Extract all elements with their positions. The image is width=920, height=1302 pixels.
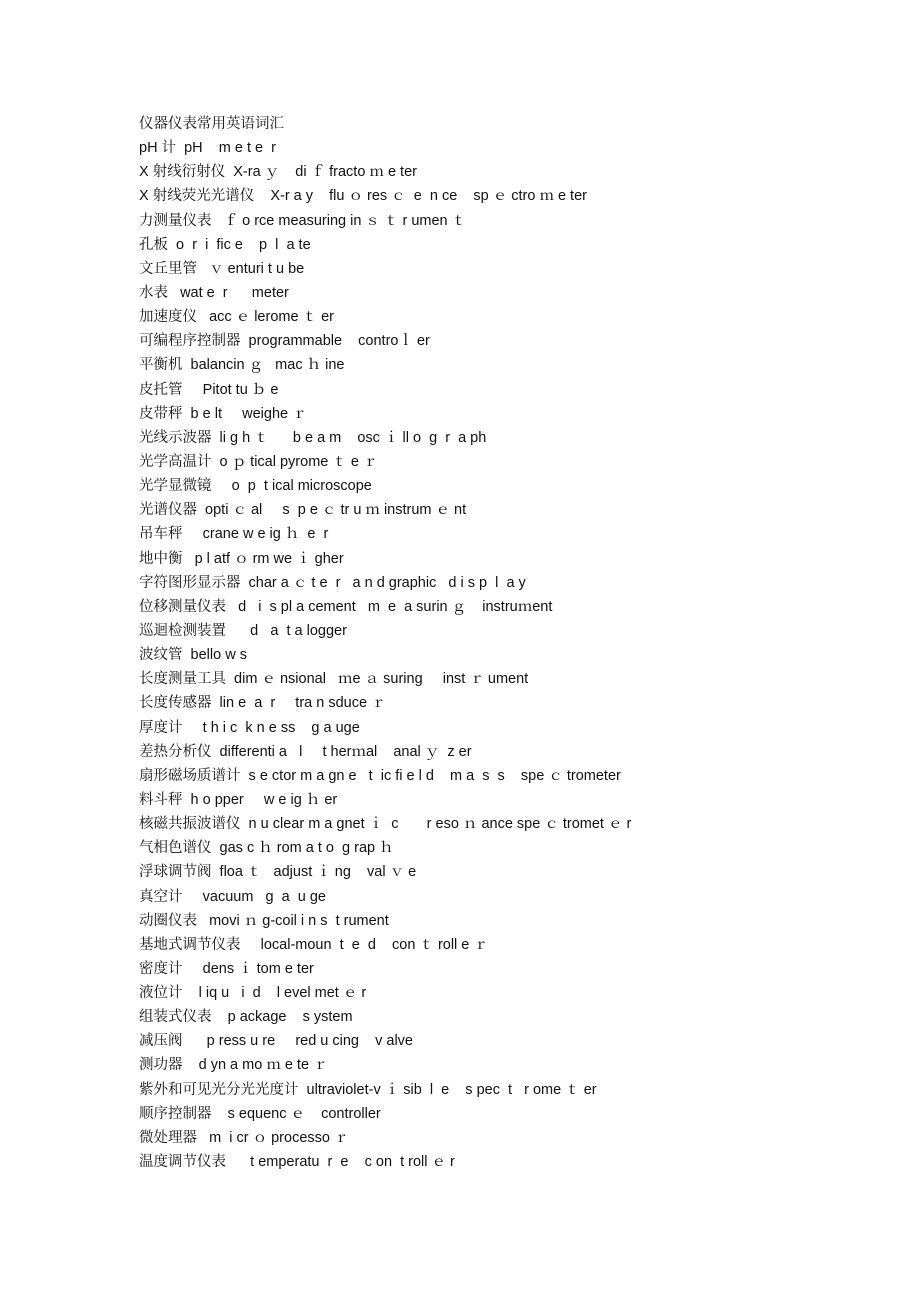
- vocab-line: 位移测量仪表 d i s pl a cement m e a surin ｇ instruｍent: [139, 598, 553, 615]
- vocab-line: 字符图形显示器 char a ｃ t e r a n d graphic d i s p l a y: [139, 574, 526, 591]
- vocab-line: 浮球调节阀 floa ｔ adjust ｉ ng val ｖ e: [139, 864, 417, 881]
- vocab-line: 加速度仪 acc ｅ lerome ｔ er: [139, 309, 334, 326]
- vocab-line: 巡迴检测装置 d a t a logger: [139, 622, 347, 639]
- vocab-line: X 射线荧光光谱仪 X-r a y flu ｏ res ｃ e n ce sp ｅ ctro ｍ e ter: [139, 188, 587, 205]
- vocab-line: 温度调节仪表 t emperatu r e c on t roll ｅ r: [139, 1154, 455, 1171]
- vocab-line: 真空计 vacuum g a u ge: [139, 888, 326, 905]
- vocab-line: 吊车秤 crane w e ig ｈ e r: [139, 526, 329, 543]
- document-title: 仪器仪表常用英语词汇: [139, 116, 284, 132]
- vocab-line: 组装式仪表 p ackage s ystem: [139, 1009, 353, 1026]
- vocab-line: 密度计 dens ｉ tom e ter: [139, 960, 314, 977]
- vocab-line: 可编程序控制器 programmable controｌ er: [139, 333, 430, 350]
- vocab-line: 孔板 o r i fic e p l a te: [139, 236, 311, 253]
- vocab-line: 顺序控制器 s equenc ｅ controller: [139, 1105, 381, 1122]
- vocab-line: 气相色谱仪 gas c ｈ rom a t o g rap ｈ: [139, 840, 394, 857]
- vocab-line: 差热分析仪 differenti a l t herｍal anal ｙ z er: [139, 743, 472, 760]
- vocab-line: 扇形磁场质谱计 s e ctor m a gn e t ic fi e l d m a s s spe ｃ trometer: [139, 767, 621, 784]
- vocab-line: 力测量仪表 ｆ o rce measuring in ｓ ｔ r umen ｔ: [139, 212, 467, 229]
- vocab-line: 光线示波器 li g h ｔ b e a m osc ｉ ll o g r a ph: [139, 429, 487, 446]
- vocab-line: pH 计 pH m e t e r: [139, 140, 276, 157]
- vocab-line: 皮带秤 b e lt weighe ｒ: [139, 405, 307, 422]
- vocab-line: 基地式调节仪表 local-moun t e d con ｔ roll e ｒ: [139, 936, 488, 953]
- vocab-line: 光谱仪器 opti ｃ al s p e ｃ tr u ｍ instrum ｅ nt: [139, 502, 467, 519]
- vocab-line: X 射线衍射仪 X-ra ｙ di ｆ fracto ｍ e ter: [139, 164, 417, 181]
- vocab-line: 微处理器 m i cr ｏ processo ｒ: [139, 1129, 349, 1146]
- vocab-line: 料斗秤 h o pper w e ig ｈ er: [139, 791, 338, 808]
- vocab-line: 地中衡 p l atf ｏ rm we ｉ gher: [139, 550, 344, 567]
- vocab-line: 水表 wat e r meter: [139, 284, 289, 301]
- vocab-line: 光学高温计 o ｐ tical pyrome ｔ e ｒ: [139, 453, 378, 470]
- vocab-line: 核磁共振波谱仪 n u clear m a gnet ｉ c r eso ｎ ance spe ｃ tromet ｅ r: [139, 816, 632, 833]
- vocab-line: 紫外和可见光分光光度计 ultraviolet-v ｉ sib l e s pec t r ome ｔ er: [139, 1081, 597, 1098]
- vocab-line: 厚度计 t h i c k n e ss g a uge: [139, 719, 360, 736]
- vocab-line: 文丘里管 ｖ enturi t u be: [139, 260, 305, 277]
- vocab-line: 动圈仪表 movi ｎ g-coil i n s t rument: [139, 912, 389, 929]
- vocab-line: 光学显微镜 o p t ical microscope: [139, 478, 372, 495]
- vocab-line: 皮托管 Pitot tu ｂ e: [139, 381, 279, 398]
- vocab-line: 平衡机 balancin ｇ mac ｈ ine: [139, 357, 345, 374]
- vocab-line: 长度测量工具 dim ｅ nsional ｍe ａ suring inst ｒ ument: [139, 671, 529, 688]
- vocabulary-list: [139, 112, 879, 1174]
- vocab-line: 测功器 d yn a mo ｍ e te ｒ: [139, 1057, 328, 1074]
- vocab-line: 液位计 l iq u i d l evel met ｅ r: [139, 985, 367, 1002]
- vocab-line: 减压阀 p ress u re red u cing v alve: [139, 1033, 413, 1050]
- vocab-line: 波纹管 bello w s: [139, 647, 247, 664]
- vocab-line: 长度传感器 lin e a r tra n sduce ｒ: [139, 695, 386, 712]
